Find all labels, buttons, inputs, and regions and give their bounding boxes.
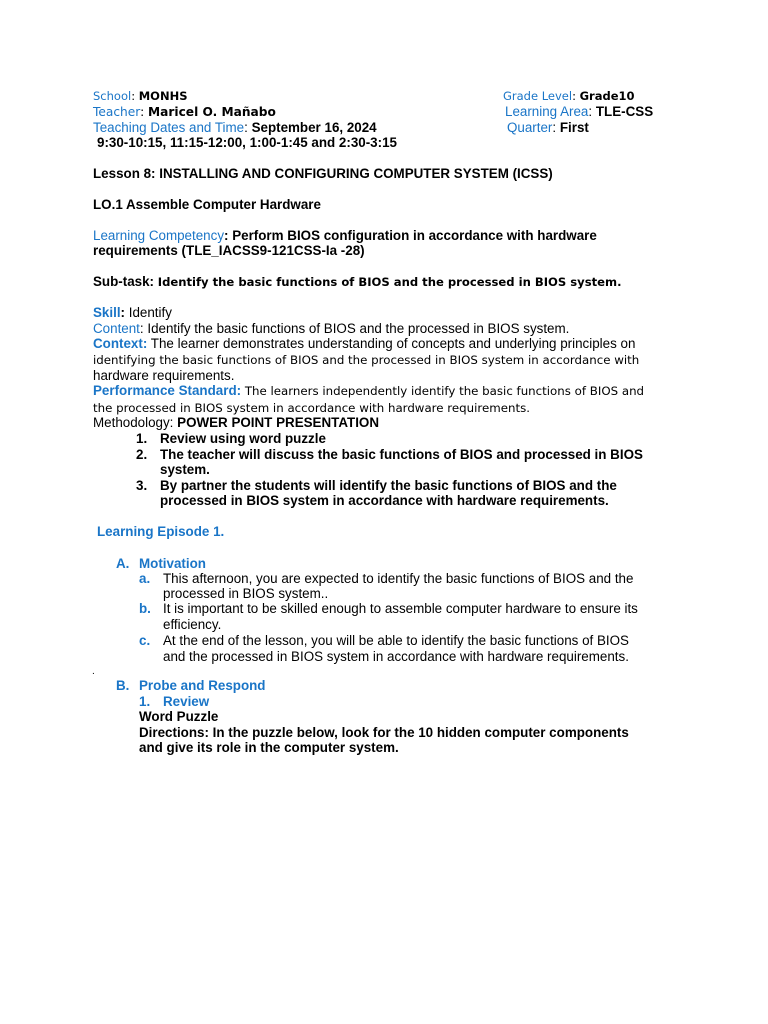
content-label: Content [93,321,140,336]
review-number: 1. [139,694,151,709]
methodology-row [93,415,379,431]
item-text: efficiency. [163,617,222,632]
context-row [93,336,635,352]
school-row: School: MONHS [93,89,188,103]
item-text: This afternoon, you are expected to identify the basic functions of BIOS and the [163,571,634,586]
step-text: system. [160,462,210,477]
dates-label: Teaching Dates and Time [93,120,245,135]
learning-area-value: TLE-CSS [595,104,654,119]
step-number: 3. [136,478,148,493]
quarter-value: First [559,120,589,135]
skill-row: Skill: Identify [93,305,172,320]
quarter-row: Quarter: First [507,120,589,135]
probe-letter: B. [116,678,130,693]
lesson-title: Lesson 8: INSTALLING AND CONFIGURING COMPUTER SYSTEM (ICSS) [93,166,553,181]
directions-line-2: and give its role in the computer system. [139,740,399,755]
performance-label: Performance Standard: [93,383,242,398]
grade-value: Grade10 [579,89,635,103]
performance-row [93,383,644,399]
quarter-label: Quarter [507,120,553,135]
step-text: The teacher will discuss the basic functions of BIOS and processed in BIOS [160,447,643,462]
content-row: Content: Identify the basic functions of BIOS and the processed in BIOS system. [93,321,570,336]
methodology-value: POWER POINT PRESENTATION [177,415,379,430]
competency-line-2: requirements (TLE_IACSS9-121CSS-Ia -28) [93,243,365,258]
school-value: MONHS [138,89,188,103]
context-text-3: hardware requirements. [93,368,235,383]
performance-text-1: The learners independently identify the basic functions of BIOS and [244,384,645,398]
step-number: 2. [136,447,148,462]
step-text: Review using word puzzle [160,431,326,446]
lo-title: LO.1 Assemble Computer Hardware [93,197,321,212]
item-text: and the processed in BIOS system in accordance with hardware requirements. [163,649,629,664]
content-text: Identify the basic functions of BIOS and the processed in BIOS system. [147,321,570,336]
stray-dot: . [92,666,95,677]
teacher-label: Teacher [93,105,141,119]
step-text: By partner the students will identify the basic functions of BIOS and the [160,478,617,493]
learning-area-label: Learning Area [505,104,589,119]
teacher-row: Teacher: Maricel O. Mañabo [93,105,276,119]
probe-title: Probe and Respond [139,678,266,693]
dates-row: Teaching Dates and Time: September 16, 2024 [93,120,377,135]
directions-line-1: Directions: In the puzzle below, look for the 10 hidden computer components [139,725,629,740]
subtask-text: Identify the basic functions of BIOS and the processed in BIOS system. [157,275,622,289]
context-label: Context: [93,336,148,351]
competency-text-1: Perform BIOS configuration in accordance with hardware [232,228,597,243]
competency-label: Learning Competency [93,228,225,243]
item-letter: c. [139,633,151,648]
teacher-value: Maricel O. Mañabo [148,105,276,119]
motivation-letter: A. [116,556,130,571]
motivation-title: Motivation [139,556,206,571]
school-label: School [93,89,132,103]
puzzle-title: Word Puzzle [139,709,219,724]
context-text-2: identifying the basic functions of BIOS and the processed in BIOS system in accordance with [93,353,640,367]
context-text-1: The learner demonstrates understanding of concepts and underlying principles on [150,336,636,351]
episode-title: Learning Episode 1. [97,524,225,539]
methodology-label: Methodology: [93,415,174,430]
item-letter: b. [139,601,151,616]
learning-area-row: Learning Area: TLE-CSS [505,104,654,119]
review-label: Review [163,694,210,709]
teaching-times: 9:30-10:15, 11:15-12:00, 1:00-1:45 and 2:30-3:15 [97,135,397,150]
competency-line-1: Learning Competency: Perform BIOS configuration in accordance with hardware [93,228,597,243]
performance-text-2: the processed in BIOS system in accordance with hardware requirements. [93,401,530,415]
dates-value: September 16, 2024 [251,120,377,135]
grade-label: Grade Level [503,89,573,103]
item-text: processed in BIOS system.. [163,586,329,601]
item-text: At the end of the lesson, you will be able to identify the basic functions of BIOS [163,633,629,648]
subtask-row [93,274,622,290]
grade-row: Grade Level: Grade10 [503,89,635,103]
step-number: 1. [136,431,148,446]
step-text: processed in BIOS system in accordance with hardware requirements. [160,493,609,508]
item-letter: a. [139,571,151,586]
subtask-label: Sub-task: [93,274,155,289]
skill-label: Skill [93,305,121,320]
skill-text: Identify [128,305,172,320]
item-text: It is important to be skilled enough to assemble computer hardware to ensure its [163,601,638,616]
